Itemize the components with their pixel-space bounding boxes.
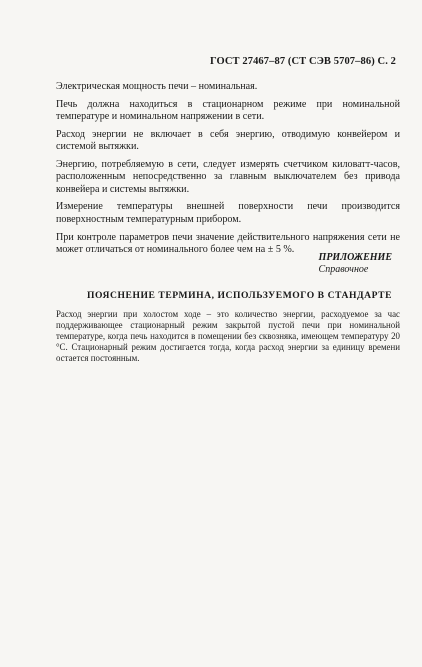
paragraph: Электрическая мощность печи – номинальная. xyxy=(56,81,258,92)
appendix-label xyxy=(319,252,392,276)
paragraph: Измерение температуры внешней поверхности печи производится поверхностным температурным прибором. xyxy=(56,201,400,225)
appendix-subtitle: Справочное xyxy=(318,264,369,275)
paragraph: Расход энергии не включает в себя энергию, отводимую конвейером и системой вытяжки. xyxy=(56,128,400,153)
term-explanation: Расход энергии при холостом ходе – это количество энергии, расходуемое за час поддерживающее стационарный режим закрытой пустой печи при номинальной температуре, когда печь находится в помещении без сквозняка, имеющем температуру 20 °С. Стационарный режим достигается тогда, когда расход энергии за единицу времени остается постоянным. xyxy=(56,309,400,363)
paragraph: При контроле параметров печи значение действительного напряжения сети не может отличаться от номинального более чем на ± 5 %. xyxy=(56,231,400,255)
paragraph: Печь должна находиться в стационарном режиме при номинальной температуре и номинальном напряжении в сети. xyxy=(56,98,400,123)
paragraph: Энергию, потребляемую в сети, следует измерять счетчиком киловатт-часов, расположенным непосредственно за главным выключателем без привода конвейера и системы вытяжки. xyxy=(56,158,400,195)
section-title: ПОЯСНЕНИЕ ТЕРМИНА, ИСПОЛЬЗУЕМОГО В СТАНДАРТЕ xyxy=(87,290,393,301)
appendix-title: ПРИЛОЖЕНИЕ xyxy=(318,252,392,263)
page-header: ГОСТ 27467–87 (СТ СЭВ 5707–86) С. 2 xyxy=(209,56,396,67)
body-text xyxy=(56,81,400,262)
